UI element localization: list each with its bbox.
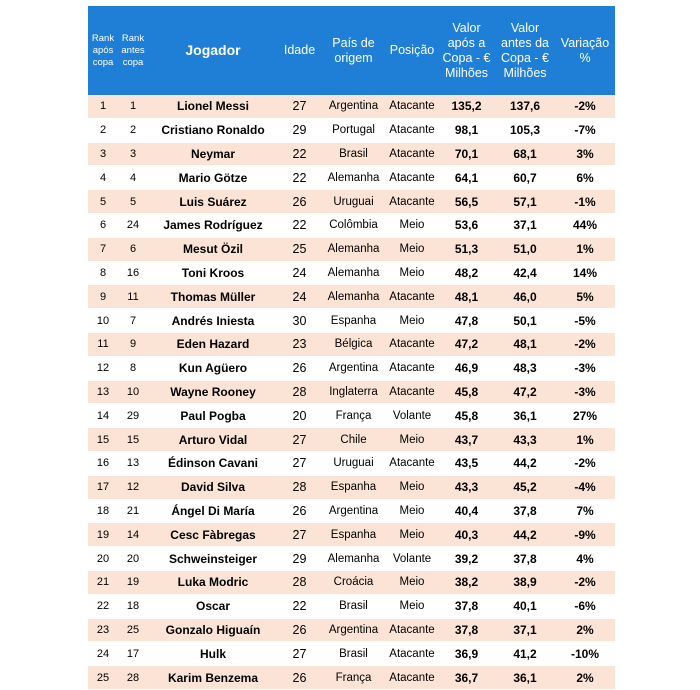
cell-player: Oscar [148, 594, 278, 618]
cell-country: Argentina [321, 499, 386, 523]
cell-age: 27 [278, 95, 321, 118]
cell-value-before: 37,8 [495, 499, 555, 523]
cell-position: Meio [386, 309, 438, 333]
cell-value-after: 46,9 [438, 356, 495, 380]
cell-value-after: 43,7 [438, 428, 495, 452]
cell-player: Luis Suárez [148, 190, 278, 214]
cell-rank-after: 15 [88, 428, 118, 452]
cell-change: 44% [555, 213, 615, 237]
cell-value-after: 48,2 [438, 261, 495, 285]
cell-value-after: 47,2 [438, 332, 495, 356]
table-row [88, 213, 615, 237]
cell-player: Paul Pogba [148, 404, 278, 428]
cell-change: 6% [555, 166, 615, 190]
cell-player: Hulk [148, 642, 278, 666]
cell-change: -9% [555, 523, 615, 547]
cell-rank-before: 6 [118, 237, 148, 261]
cell-rank-after: 7 [88, 237, 118, 261]
cell-country: Alemanha [321, 285, 386, 309]
cell-rank-before: 16 [118, 261, 148, 285]
cell-value-after: 135,2 [438, 95, 495, 118]
cell-rank-after: 20 [88, 547, 118, 571]
cell-player: Wayne Rooney [148, 380, 278, 404]
table-row [88, 451, 615, 475]
cell-player: Eden Hazard [148, 332, 278, 356]
cell-value-after: 36,7 [438, 666, 495, 690]
cell-country: Inglaterra [321, 380, 386, 404]
cell-position: Meio [386, 523, 438, 547]
cell-value-before: 36,1 [495, 666, 555, 690]
cell-value-after: 43,3 [438, 475, 495, 499]
cell-country: França [321, 666, 386, 690]
table-row [88, 475, 615, 499]
cell-player: Neymar [148, 142, 278, 166]
cell-age: 23 [278, 332, 321, 356]
cell-value-before: 41,2 [495, 642, 555, 666]
cell-value-before: 42,4 [495, 261, 555, 285]
cell-age: 27 [278, 428, 321, 452]
cell-position: Meio [386, 237, 438, 261]
cell-change: 1% [555, 428, 615, 452]
table-row [88, 332, 615, 356]
header-player: Jogador [148, 6, 278, 95]
cell-value-before: 137,6 [495, 95, 555, 118]
cell-rank-before: 12 [118, 475, 148, 499]
table-row [88, 142, 615, 166]
cell-age: 27 [278, 523, 321, 547]
cell-change: 2% [555, 666, 615, 690]
table-row [88, 547, 615, 571]
header-rank-after: Rank após copa [88, 6, 118, 95]
cell-change: -6% [555, 594, 615, 618]
cell-value-before: 48,1 [495, 332, 555, 356]
cell-value-before: 68,1 [495, 142, 555, 166]
cell-change: -10% [555, 642, 615, 666]
cell-value-before: 45,2 [495, 475, 555, 499]
cell-age: 27 [278, 642, 321, 666]
cell-rank-before: 14 [118, 523, 148, 547]
cell-rank-before: 11 [118, 285, 148, 309]
cell-value-before: 37,1 [495, 213, 555, 237]
cell-value-before: 105,3 [495, 118, 555, 142]
cell-country: Colômbia [321, 213, 386, 237]
table-row [88, 523, 615, 547]
cell-player: Arturo Vidal [148, 428, 278, 452]
cell-rank-before: 10 [118, 380, 148, 404]
cell-rank-before: 9 [118, 332, 148, 356]
table-row [88, 618, 615, 642]
cell-age: 28 [278, 380, 321, 404]
cell-country: Uruguai [321, 190, 386, 214]
cell-value-before: 47,2 [495, 380, 555, 404]
cell-rank-after: 10 [88, 309, 118, 333]
cell-rank-after: 21 [88, 570, 118, 594]
cell-position: Atacante [386, 618, 438, 642]
header-row [88, 6, 615, 95]
cell-position: Atacante [386, 666, 438, 690]
cell-change: -1% [555, 190, 615, 214]
cell-position: Meio [386, 499, 438, 523]
cell-rank-before: 20 [118, 547, 148, 571]
cell-rank-after: 6 [88, 213, 118, 237]
cell-value-after: 38,2 [438, 570, 495, 594]
cell-rank-after: 5 [88, 190, 118, 214]
cell-change: 3% [555, 142, 615, 166]
cell-position: Atacante [386, 285, 438, 309]
cell-rank-after: 1 [88, 95, 118, 118]
table-row [88, 309, 615, 333]
cell-player: Cesc Fàbregas [148, 523, 278, 547]
header-age: Idade [278, 6, 321, 95]
cell-value-after: 40,4 [438, 499, 495, 523]
table-row [88, 285, 615, 309]
cell-rank-after: 9 [88, 285, 118, 309]
cell-rank-before: 19 [118, 570, 148, 594]
cell-position: Meio [386, 570, 438, 594]
cell-age: 28 [278, 475, 321, 499]
cell-age: 22 [278, 213, 321, 237]
cell-player: David Silva [148, 475, 278, 499]
cell-rank-after: 18 [88, 499, 118, 523]
cell-change: 1% [555, 237, 615, 261]
cell-country: Espanha [321, 475, 386, 499]
cell-age: 22 [278, 142, 321, 166]
cell-country: Portugal [321, 118, 386, 142]
cell-value-before: 44,2 [495, 451, 555, 475]
cell-value-after: 45,8 [438, 404, 495, 428]
cell-position: Atacante [386, 95, 438, 118]
cell-player: Kun Agüero [148, 356, 278, 380]
table-row [88, 118, 615, 142]
cell-change: 7% [555, 499, 615, 523]
cell-age: 24 [278, 285, 321, 309]
table-row [88, 166, 615, 190]
cell-value-after: 70,1 [438, 142, 495, 166]
cell-player: Lionel Messi [148, 95, 278, 118]
table-row [88, 499, 615, 523]
cell-value-before: 38,9 [495, 570, 555, 594]
table-row [88, 261, 615, 285]
cell-country: França [321, 404, 386, 428]
cell-value-before: 44,2 [495, 523, 555, 547]
cell-country: Croácia [321, 570, 386, 594]
cell-country: Alemanha [321, 237, 386, 261]
cell-country: Brasil [321, 594, 386, 618]
cell-rank-before: 1 [118, 95, 148, 118]
cell-change: 14% [555, 261, 615, 285]
cell-rank-after: 11 [88, 332, 118, 356]
cell-rank-after: 17 [88, 475, 118, 499]
cell-age: 29 [278, 547, 321, 571]
cell-rank-after: 25 [88, 666, 118, 690]
cell-rank-after: 24 [88, 642, 118, 666]
table-row [88, 642, 615, 666]
cell-value-after: 48,1 [438, 285, 495, 309]
cell-age: 25 [278, 237, 321, 261]
header-value-before: Valor antes da Copa - € Milhões [495, 6, 555, 95]
table-row [88, 570, 615, 594]
cell-value-before: 51,0 [495, 237, 555, 261]
cell-change: -2% [555, 570, 615, 594]
cell-change: -7% [555, 118, 615, 142]
cell-player: Karim Benzema [148, 666, 278, 690]
cell-country: Argentina [321, 618, 386, 642]
cell-value-before: 48,3 [495, 356, 555, 380]
cell-position: Meio [386, 261, 438, 285]
cell-rank-after: 8 [88, 261, 118, 285]
cell-country: Espanha [321, 309, 386, 333]
cell-rank-before: 21 [118, 499, 148, 523]
cell-position: Atacante [386, 380, 438, 404]
cell-change: 4% [555, 547, 615, 571]
cell-value-before: 46,0 [495, 285, 555, 309]
header-country: País de origem [321, 6, 386, 95]
cell-country: Alemanha [321, 166, 386, 190]
cell-country: Bélgica [321, 332, 386, 356]
cell-age: 24 [278, 261, 321, 285]
cell-age: 29 [278, 118, 321, 142]
cell-value-before: 43,3 [495, 428, 555, 452]
cell-change: -4% [555, 475, 615, 499]
player-value-table-container [88, 6, 615, 690]
cell-country: Brasil [321, 642, 386, 666]
cell-value-after: 45,8 [438, 380, 495, 404]
cell-value-after: 36,9 [438, 642, 495, 666]
cell-position: Atacante [386, 642, 438, 666]
cell-country: Brasil [321, 142, 386, 166]
cell-change: 27% [555, 404, 615, 428]
cell-position: Volante [386, 547, 438, 571]
cell-rank-before: 5 [118, 190, 148, 214]
cell-value-after: 37,8 [438, 618, 495, 642]
cell-value-before: 36,1 [495, 404, 555, 428]
cell-age: 22 [278, 594, 321, 618]
cell-change: 2% [555, 618, 615, 642]
cell-value-after: 98,1 [438, 118, 495, 142]
cell-rank-before: 29 [118, 404, 148, 428]
cell-rank-before: 18 [118, 594, 148, 618]
cell-position: Volante [386, 404, 438, 428]
cell-value-before: 50,1 [495, 309, 555, 333]
cell-rank-after: 2 [88, 118, 118, 142]
table-row [88, 404, 615, 428]
cell-country: Espanha [321, 523, 386, 547]
cell-value-before: 37,8 [495, 547, 555, 571]
cell-rank-before: 8 [118, 356, 148, 380]
cell-age: 26 [278, 190, 321, 214]
cell-age: 26 [278, 356, 321, 380]
cell-value-before: 57,1 [495, 190, 555, 214]
cell-rank-before: 17 [118, 642, 148, 666]
header-change: Variação % [555, 6, 615, 95]
cell-country: Alemanha [321, 261, 386, 285]
cell-value-after: 43,5 [438, 451, 495, 475]
cell-position: Atacante [386, 451, 438, 475]
cell-value-after: 39,2 [438, 547, 495, 571]
cell-change: -2% [555, 451, 615, 475]
cell-age: 27 [278, 451, 321, 475]
cell-value-before: 60,7 [495, 166, 555, 190]
cell-rank-before: 7 [118, 309, 148, 333]
cell-position: Meio [386, 594, 438, 618]
cell-rank-after: 14 [88, 404, 118, 428]
cell-position: Meio [386, 475, 438, 499]
cell-rank-after: 13 [88, 380, 118, 404]
cell-player: Édinson Cavani [148, 451, 278, 475]
cell-player: Mesut Özil [148, 237, 278, 261]
cell-position: Atacante [386, 332, 438, 356]
cell-player: James Rodríguez [148, 213, 278, 237]
cell-value-after: 47,8 [438, 309, 495, 333]
cell-rank-before: 24 [118, 213, 148, 237]
cell-rank-before: 28 [118, 666, 148, 690]
table-row [88, 190, 615, 214]
cell-rank-before: 3 [118, 142, 148, 166]
cell-change: -2% [555, 332, 615, 356]
cell-value-before: 37,1 [495, 618, 555, 642]
table-body [88, 95, 615, 689]
header-position: Posição [386, 6, 438, 95]
cell-rank-after: 12 [88, 356, 118, 380]
player-value-table [88, 6, 615, 690]
cell-position: Atacante [386, 356, 438, 380]
cell-rank-after: 16 [88, 451, 118, 475]
cell-player: Andrés Iniesta [148, 309, 278, 333]
cell-position: Meio [386, 213, 438, 237]
cell-value-after: 64,1 [438, 166, 495, 190]
cell-change: -3% [555, 380, 615, 404]
cell-rank-before: 4 [118, 166, 148, 190]
header-rank-before: Rank antes copa [118, 6, 148, 95]
cell-change: -2% [555, 95, 615, 118]
cell-change: -3% [555, 356, 615, 380]
cell-country: Chile [321, 428, 386, 452]
table-row [88, 95, 615, 118]
cell-change: 5% [555, 285, 615, 309]
cell-rank-after: 23 [88, 618, 118, 642]
cell-age: 30 [278, 309, 321, 333]
cell-rank-after: 3 [88, 142, 118, 166]
cell-position: Meio [386, 428, 438, 452]
table-row [88, 666, 615, 690]
cell-value-after: 51,3 [438, 237, 495, 261]
cell-player: Gonzalo Higuaín [148, 618, 278, 642]
cell-value-after: 37,8 [438, 594, 495, 618]
cell-rank-before: 13 [118, 451, 148, 475]
cell-rank-before: 15 [118, 428, 148, 452]
table-row [88, 356, 615, 380]
cell-value-after: 53,6 [438, 213, 495, 237]
cell-position: Atacante [386, 166, 438, 190]
table-row [88, 428, 615, 452]
cell-player: Cristiano Ronaldo [148, 118, 278, 142]
cell-player: Schweinsteiger [148, 547, 278, 571]
cell-value-after: 56,5 [438, 190, 495, 214]
cell-player: Ángel Di María [148, 499, 278, 523]
cell-rank-after: 19 [88, 523, 118, 547]
cell-rank-before: 25 [118, 618, 148, 642]
cell-value-after: 40,3 [438, 523, 495, 547]
cell-country: Alemanha [321, 547, 386, 571]
table-row [88, 237, 615, 261]
cell-age: 26 [278, 499, 321, 523]
cell-age: 26 [278, 618, 321, 642]
cell-country: Argentina [321, 356, 386, 380]
cell-player: Luka Modric [148, 570, 278, 594]
cell-age: 26 [278, 666, 321, 690]
cell-position: Atacante [386, 190, 438, 214]
cell-age: 28 [278, 570, 321, 594]
cell-change: -5% [555, 309, 615, 333]
cell-rank-before: 2 [118, 118, 148, 142]
cell-position: Atacante [386, 142, 438, 166]
table-row [88, 594, 615, 618]
header-value-after: Valor após a Copa - € Milhões [438, 6, 495, 95]
cell-age: 20 [278, 404, 321, 428]
cell-country: Argentina [321, 95, 386, 118]
cell-rank-after: 4 [88, 166, 118, 190]
table-row [88, 380, 615, 404]
cell-rank-after: 22 [88, 594, 118, 618]
cell-age: 22 [278, 166, 321, 190]
cell-player: Mario Götze [148, 166, 278, 190]
cell-position: Atacante [386, 118, 438, 142]
cell-player: Thomas Müller [148, 285, 278, 309]
cell-player: Toni Kroos [148, 261, 278, 285]
cell-value-before: 40,1 [495, 594, 555, 618]
cell-country: Uruguai [321, 451, 386, 475]
